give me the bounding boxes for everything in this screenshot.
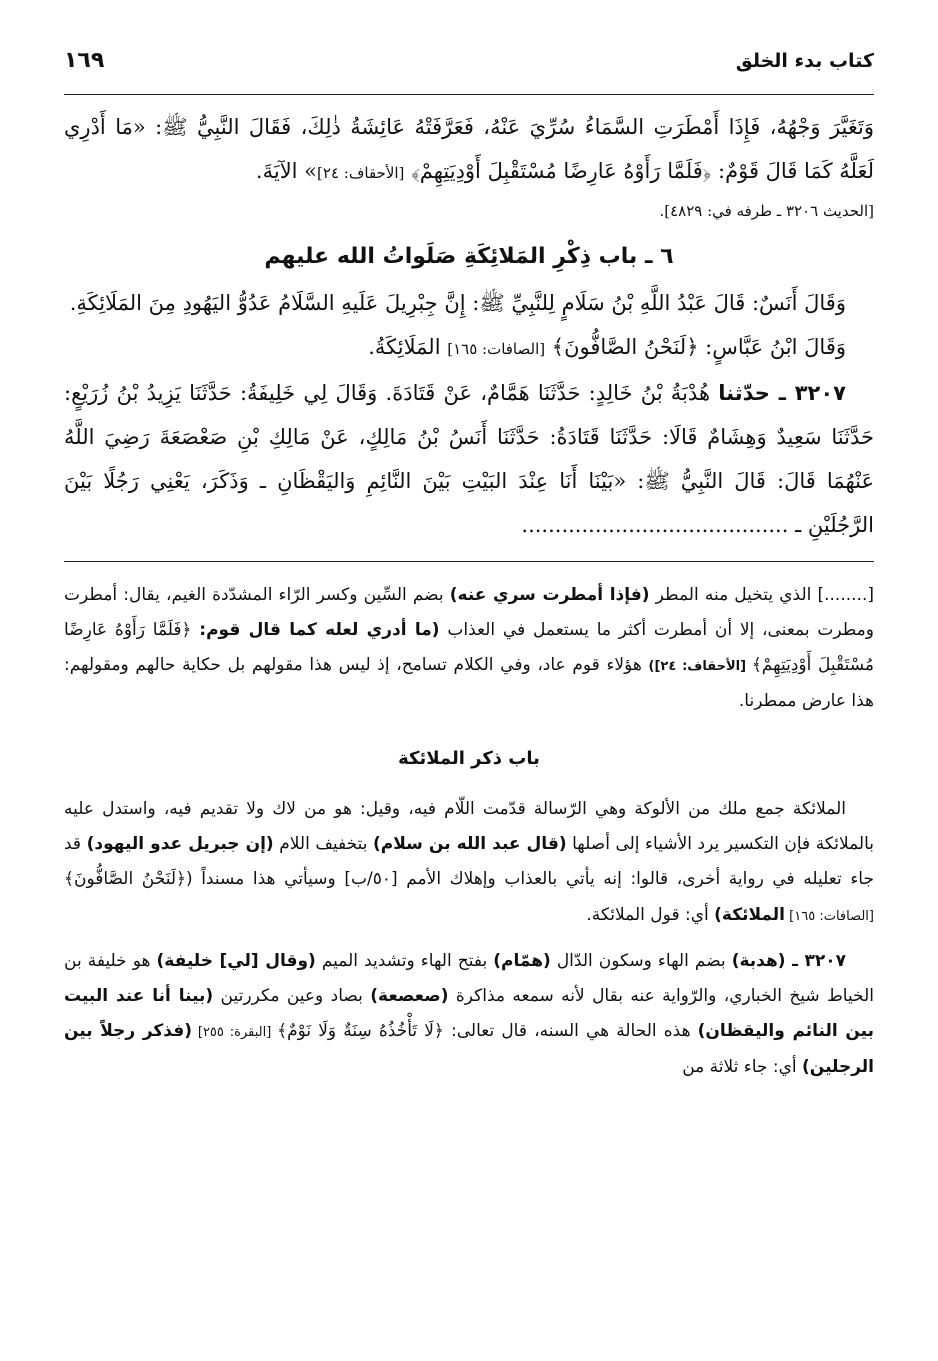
hadith-paragraph-4: ٣٢٠٧ ـ حدّثنا هُدْبَةُ بْنُ خَالِدٍ: حَدَّثَنَا هَمَّامٌ، عَنْ قَتَادَةَ. وَقَالَ لِي خَلِيفَةُ: حَدَّثَنَا يَزِيدُ بْنُ زُرَيْعٍ: حَدَّثَنَا سَعِيدٌ وَهِشَامٌ قَالَا: حَدَّثَنَا قَتَادَةُ: حَدَّثَنَا أَنَسُ بْنُ مَالِكٍ، عَنْ مَالِكِ بْنِ صَعْصَعَةَ رَضِيَ اللَّهُ عَنْهُمَا قَالَ: قَالَ النَّبِيُّ ﷺ: «بَيْنَا أَنَا عِنْدَ البَيْتِ بَيْنَ النَّائِمِ وَاليَقْظَانِ ـ وَذَكَرَ، يَعْنِي رَجُلًا بَيْنَ الرَّجُلَيْنِ ـ ........................................ — [64, 381, 874, 537]
commentary-paragraph-1: [........] الذي يتخيل منه المطر (فإذا أمطرت سري عنه) بضم السِّين وكسر الرّاء المشدّدة الغيم، يقال: أمطرت ومطرت بمعنى، إلا أن أمطرت أكثر ما يستعمل في العذاب (ما أدري لعله كما قال قوم: ﴿فَلَمَّا رَأَوْهُ عَارِضًا مُسْتَقْبِلَ أَوْدِيَتِهِمْ﴾ [الأحقاف: ٢٤]) هؤلاء قوم عاد، وفي الكلام تسامح، إذ ليس هذا مقولهم بل حكاية حالهم ومقولهم: هذا عارض ممطرنا. — [64, 585, 875, 711]
book-page — [64, 48, 874, 1321]
hadith-paragraph-1: وَتَغَيَّرَ وَجْهُهُ، فَإِذَا أَمْطَرَتِ السَّمَاءُ سُرِّيَ عَنْهُ، فَعَرَّفَتْهُ عَائِشَةُ ذٰلِكَ، فَقَالَ النَّبِيُّ ﷺ: «مَا أَدْرِي لَعَلَّهُ كَمَا قَالَ قَوْمٌ: ﴿فَلَمَّا رَأَوْهُ عَارِضًا مُسْتَقْبِلَ أَوْدِيَتِهِمْ﴾ [الأحقاف: ٢٤]» الآيَةَ. — [64, 115, 874, 183]
running-title: كتاب بدء الخلق — [735, 50, 874, 72]
hadith-number: ٣٢٠٧ ـ حدّثنا — [718, 381, 846, 405]
commentary-block — [64, 578, 874, 1085]
page-header — [64, 48, 874, 95]
commentary-paragraph-2: الملائكة جمع ملك من الألوكة وهي الرّسالة قدّمت اللّام فيه، وقيل: هو من لاك ولا تقديم فيه، واستدل عليه بالملائكة فإن التكسير يرد الأشياء إلى أصلها (قال عبد الله بن سلام) بتخفيف اللام (إن جبريل عدو اليهود) قد جاء تعليله في رواية أخرى، قالوا: إنه يأتي بالعذاب وإهلاك الأمم [٥٠/ب] وسيأتي هذا مسنداً (﴿لَنَحْنُ الصَّافُّونَ﴾ [الصافات: ١٦٥] الملائكة) أي: قول الملائكة. — [64, 799, 874, 925]
quran-citation: [الصافات: ١٦٥] — [447, 340, 546, 358]
hadith-reference: [الحديث ٣٢٠٦ ـ طرفه في: ٤٨٢٩]. — [659, 202, 874, 220]
hadith-text-block — [64, 105, 874, 547]
continuation-dots: ........................................ — [521, 513, 789, 537]
page-number: ١٦٩ — [64, 48, 105, 73]
chapter-heading: ٦ ـ باب ذِكْرِ المَلائِكَةِ صَلَواتُ الله عليهم — [264, 244, 674, 269]
footnote-divider — [64, 561, 874, 562]
hadith-paragraph-2: وَقَالَ أَنَسٌ: قَالَ عَبْدُ اللَّهِ بْنُ سَلَامٍ لِلنَّبِيِّ ﷺ: إِنَّ جِبْرِيلَ عَلَيهِ السَّلَامُ عَدُوُّ اليَهُودِ مِنَ المَلَائِكَةِ. — [69, 291, 846, 315]
commentary-section-title: باب ذكر الملائكة — [398, 748, 540, 769]
commentary-paragraph-3: ٣٢٠٧ ـ (هدبة) بضم الهاء وسكون الدّال (همّام) بفتح الهاء وتشديد الميم (وقال [لي] خليفة) هو خليفة بن الخياط شيخ الخباري، والرّواية عنه بقال لأنه سمعه مذاكرة (صعصعة) بصاد وعين مكررتين (بينا أنا عند البيت بين النائم واليقظان) هذه الحالة هي السنه، قال تعالى: ﴿لَا تَأْخُذُهُ سِنَةٌ وَلَا نَوْمٌ﴾ [البقرة: ٢٥٥] (فذكر رجلاً بين الرجلين) أي: جاء ثلاثة من — [64, 951, 874, 1077]
hadith-paragraph-3: وَقَالَ ابْنُ عَبَّاسٍ: ﴿لَنَحْنُ الصَّافُّونَ﴾ [الصافات: ١٦٥] المَلَائِكَةُ. — [368, 335, 846, 359]
quran-citation: [الأحقاف: ٢٤] — [317, 164, 405, 182]
